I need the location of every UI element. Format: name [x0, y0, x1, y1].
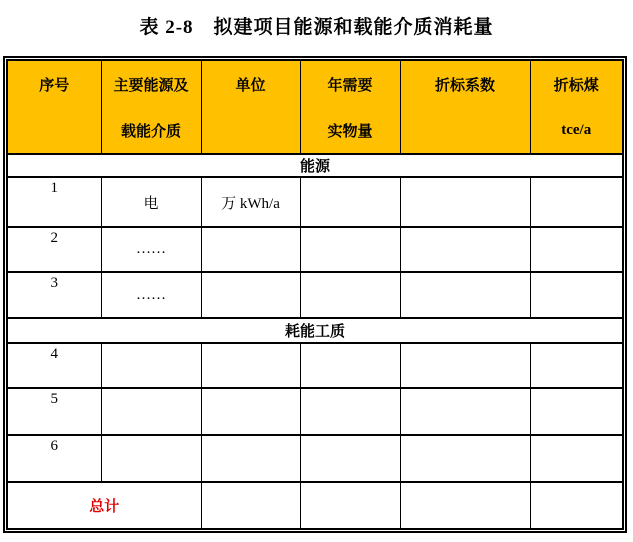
- total-coal: [530, 482, 622, 528]
- header-standard-coal: [530, 61, 622, 154]
- header-unit-line2: [202, 107, 300, 153]
- header-no: [8, 61, 101, 154]
- cell-unit: [201, 388, 300, 435]
- page-title: 表 2-8 拟建项目能源和载能介质消耗量: [139, 17, 494, 38]
- section-label-energy: 能源: [8, 154, 622, 177]
- section-row-energy: [8, 154, 622, 177]
- total-unit: [201, 482, 300, 528]
- cell-source: ……: [101, 272, 201, 318]
- cell-coal: [530, 435, 622, 482]
- header-energy-source-line2: 载能介质: [120, 123, 181, 140]
- cell-coal: [530, 177, 622, 227]
- cell-no: 2: [8, 227, 101, 272]
- energy-consumption-table: [3, 56, 627, 533]
- header-conversion-factor-line1: 折标系数: [434, 77, 495, 94]
- header-energy-source: [101, 61, 201, 154]
- cell-unit: [201, 435, 300, 482]
- cell-no: 3: [8, 272, 101, 318]
- cell-quantity: [300, 435, 400, 482]
- header-conversion-factor: [400, 61, 530, 154]
- cell-coal: [530, 343, 622, 388]
- header-annual-quantity-line1: 年需要: [327, 77, 373, 94]
- header-unit-line1: 单位: [235, 77, 266, 94]
- table-grid: [8, 61, 622, 528]
- header-no-line1: 序号: [39, 77, 70, 94]
- cell-coal: [530, 388, 622, 435]
- table-row-5: [8, 388, 622, 435]
- cell-factor: [400, 227, 530, 272]
- cell-source: [101, 388, 201, 435]
- cell-source: [101, 435, 201, 482]
- cell-unit: [201, 272, 300, 318]
- cell-no: 1: [8, 177, 101, 227]
- table-row-1: [8, 177, 622, 227]
- cell-source: 电: [101, 177, 201, 227]
- cell-source: ……: [101, 227, 201, 272]
- cell-factor: [400, 343, 530, 388]
- cell-unit: [201, 343, 300, 388]
- cell-coal: [530, 227, 622, 272]
- cell-source: [101, 343, 201, 388]
- table-row-6: [8, 435, 622, 482]
- cell-factor: [400, 388, 530, 435]
- header-no-line2: [8, 107, 101, 153]
- cell-coal: [530, 272, 622, 318]
- cell-no: 6: [8, 435, 101, 482]
- total-factor: [400, 482, 530, 528]
- cell-factor: [400, 177, 530, 227]
- total-label: 总计: [8, 482, 201, 528]
- cell-quantity: [300, 343, 400, 388]
- cell-factor: [400, 435, 530, 482]
- total-quantity: [300, 482, 400, 528]
- cell-quantity: [300, 272, 400, 318]
- header-annual-quantity-line2: 实物量: [327, 123, 373, 140]
- header-standard-coal-line2: tce/a: [561, 121, 592, 138]
- total-row: [8, 482, 622, 528]
- header-annual-quantity: [300, 61, 400, 154]
- cell-no: 5: [8, 388, 101, 435]
- section-label-energy-consuming-medium: 耗能工质: [8, 318, 622, 343]
- cell-quantity: [300, 388, 400, 435]
- table-row-2: [8, 227, 622, 272]
- cell-unit: [201, 227, 300, 272]
- header-energy-source-line1: 主要能源及: [113, 77, 189, 94]
- cell-factor: [400, 272, 530, 318]
- cell-no: 4: [8, 343, 101, 388]
- table-row-4: [8, 343, 622, 388]
- cell-unit: 万 kWh/a: [201, 177, 300, 227]
- cell-quantity: [300, 177, 400, 227]
- header-conversion-factor-line2: [401, 107, 530, 153]
- header-standard-coal-line1: 折标煤: [553, 77, 599, 94]
- header-row: [8, 61, 622, 154]
- cell-quantity: [300, 227, 400, 272]
- section-row-energy-consuming-medium: [8, 318, 622, 343]
- table-row-3: [8, 272, 622, 318]
- header-unit: [201, 61, 300, 154]
